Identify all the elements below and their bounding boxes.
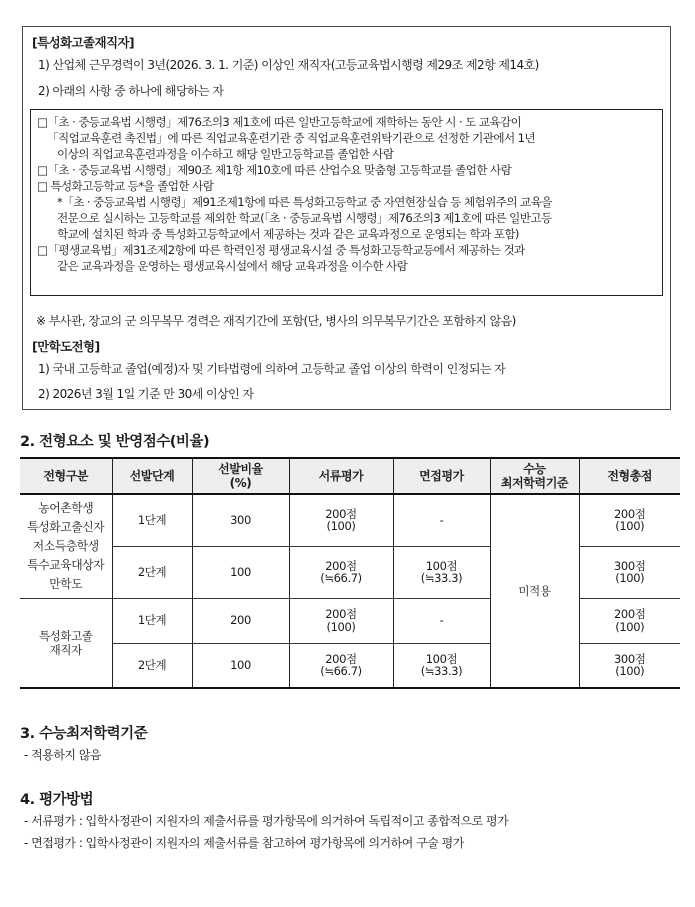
stage-cell: 2단계: [112, 643, 192, 688]
condition-line: 이상의 직업교육훈련과정을 이수하고 해당 일반고등학교를 졸업한 사람: [57, 147, 394, 161]
header-total-score: 전형총점: [579, 458, 680, 494]
total-score-cell: 300점 (100): [579, 643, 680, 688]
document-score-cell: 200점 (≒66.7): [289, 643, 393, 688]
condition-footnote-line: 학교에 설치된 학과 중 특성화고등학교에서 제공하는 것과 같은 교육과정으로 운영되는 학과 포함): [57, 227, 519, 241]
ratio-cell: 300: [192, 494, 289, 546]
condition-footnote-line: 전문으로 실시하는 고등학교를 제외한 학교(「초 · 중등교육법 시행령」제76조의3 제1호에 따른 일반고등: [57, 211, 552, 225]
header-ratio: 선발비율 (%): [192, 458, 289, 494]
ratio-cell: 100: [192, 643, 289, 688]
conditions-box: [30, 109, 663, 296]
vocational-worker-item-1: 1) 산업체 근무경력이 3년(2026. 3. 1. 기준) 이상인 재직자(고등교육법시행령 제29조 제2항 제14호): [38, 58, 539, 72]
group-name-cell: 특성화고졸 재직자: [20, 598, 112, 688]
condition-line: □「평생교육법」제31조제2항에 따른 학력인정 평생교육시설 중 특성화고등학교등에서 제공하는 것과: [37, 243, 525, 257]
ratio-cell: 200: [192, 598, 289, 643]
table-row: [20, 643, 680, 688]
condition-line: □ 특성화고등학교 등*을 졸업한 사람: [37, 179, 214, 193]
section-4-title: 4. 평가방법: [20, 792, 94, 808]
condition-footnote-line: *「초 · 중등교육법 시행령」제91조제1항에 따른 특성화고등학교 중 자연현장실습 등 체험위주의 교육을: [57, 195, 552, 209]
section-2-title: 2. 전형요소 및 반영점수(비율): [20, 434, 210, 450]
document-score-cell: 200점 (100): [289, 494, 393, 546]
late-learner-item-1: 1) 국내 고등학교 졸업(예정)자 및 기타법령에 의하여 고등학교 졸업 이상의 학력이 인정되는 자: [38, 362, 506, 376]
condition-line: □「초 · 중등교육법 시행령」제76조의3 제1호에 따른 일반고등학교에 재학하는 동안 시 · 도 교육감이: [37, 115, 522, 129]
interview-score-cell: 100점 (≒33.3): [393, 643, 490, 688]
condition-line: 같은 교육과정을 운영하는 평생교육시설에서 해당 교육과정을 이수한 사람: [57, 259, 408, 273]
header-stage: 선발단계: [112, 458, 192, 494]
header-category: 전형구분: [20, 458, 112, 494]
military-service-note: ※ 부사관, 장교의 군 의무복무 경력은 재직기간에 포함(단, 병사의 의무복무기간은 포함하지 않음): [36, 314, 516, 328]
vocational-worker-heading: [특성화고졸재직자]: [32, 35, 135, 50]
stage-cell: 1단계: [112, 494, 192, 546]
section-3-item: - 적용하지 않음: [24, 748, 102, 762]
table-header-row: [20, 458, 680, 494]
section-4-item-document: - 서류평가 : 입학사정관이 지원자의 제출서류를 평가항목에 의거하여 독립적이고 종합적으로 평가: [24, 814, 509, 828]
late-learner-heading: [만학도전형]: [32, 339, 100, 354]
condition-line: 「직업교육훈련 촉진법」에 따른 직업교육훈련기관 중 직업교육훈련위탁기관으로 선정한 기관에서 1년: [47, 131, 536, 145]
table-row: [20, 598, 680, 643]
stage-cell: 1단계: [112, 598, 192, 643]
vocational-worker-item-2: 2) 아래의 사항 중 하나에 해당하는 자: [38, 84, 224, 98]
table-row: [20, 546, 680, 598]
interview-score-cell: 100점 (≒33.3): [393, 546, 490, 598]
document-score-cell: 200점 (100): [289, 598, 393, 643]
header-csat-minimum: 수능 최저학력기준: [490, 458, 579, 494]
total-score-cell: 200점 (100): [579, 598, 680, 643]
ratio-cell: 100: [192, 546, 289, 598]
section-4-item-interview: - 면접평가 : 입학사정관이 지원자의 제출서류를 참고하여 평가항목에 의거하여 구술 평가: [24, 836, 464, 850]
condition-line: □「초 · 중등교육법 시행령」제90조 제1항 제10호에 따른 산업수요 맞춤형 고등학교를 졸업한 사람: [37, 163, 512, 177]
interview-score-cell: -: [393, 598, 490, 643]
score-table: [20, 457, 680, 689]
table-row: [20, 494, 680, 546]
document-score-cell: 200점 (≒66.7): [289, 546, 393, 598]
total-score-cell: 300점 (100): [579, 546, 680, 598]
header-document-eval: 서류평가: [289, 458, 393, 494]
header-interview-eval: 면접평가: [393, 458, 490, 494]
total-score-cell: 200점 (100): [579, 494, 680, 546]
interview-score-cell: -: [393, 494, 490, 546]
late-learner-item-2: 2) 2026년 3월 1일 기준 만 30세 이상인 자: [38, 387, 254, 401]
group-name-cell: 농어촌학생 특성화고출신자 저소득층학생 특수교육대상자 만학도: [20, 494, 112, 598]
csat-minimum-cell: 미적용: [490, 494, 579, 688]
section-3-title: 3. 수능최저학력기준: [20, 726, 148, 742]
stage-cell: 2단계: [112, 546, 192, 598]
